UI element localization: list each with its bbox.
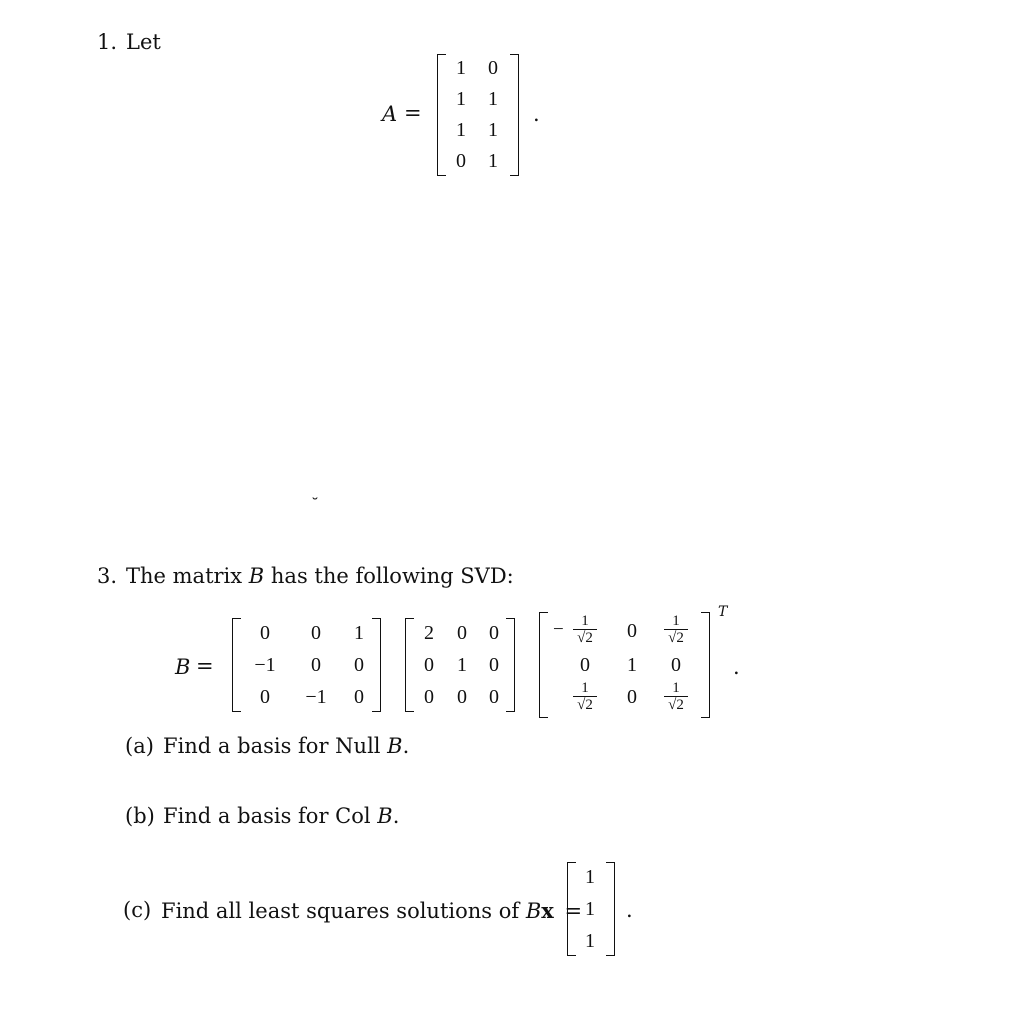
matrix-sigma-cell: 0 (489, 622, 499, 644)
part-a-var: B (387, 734, 403, 758)
part-a-text (163, 734, 409, 758)
problem-3-statement-pre: The matrix (126, 564, 249, 588)
part-a-label: (a) (125, 734, 154, 758)
matrix-v-denominator: √2 (577, 630, 593, 646)
svd-equals: = (196, 654, 214, 678)
matrix-a-cell: 1 (488, 150, 498, 172)
matrix-v-fraction (567, 680, 603, 714)
part-a-text-body: Find a basis for Null (163, 734, 388, 758)
matrix-v-denominator: √2 (577, 697, 593, 713)
matrix-sigma-cell: 0 (424, 686, 434, 708)
part-b-var: B (377, 804, 393, 828)
stray-mark: ˘ (311, 495, 319, 514)
rhs-cell: 1 (585, 898, 595, 920)
rhs-cell: 1 (585, 930, 595, 952)
matrix-a-period: . (533, 102, 540, 126)
matrix-a-cell: 1 (488, 88, 498, 110)
matrix-v-cell: 0 (627, 686, 637, 708)
part-c-end: . (626, 898, 633, 922)
matrix-u-cell: 0 (354, 654, 364, 676)
matrix-u-cell: 0 (260, 622, 270, 644)
matrix-u-left-bracket (232, 618, 241, 712)
part-c-var: B (525, 899, 542, 923)
matrix-sigma-cell: 2 (424, 622, 434, 644)
matrix-a-cell: 1 (456, 57, 466, 79)
matrix-a-cell: 1 (456, 119, 466, 141)
part-c-label: (c) (123, 898, 152, 922)
part-b-text-body: Find a basis for Col (163, 804, 378, 828)
matrix-v-denominator: √2 (668, 630, 684, 646)
svd-period: . (733, 655, 740, 679)
problem-1-lead: Let (126, 30, 161, 54)
part-b-label: (b) (125, 804, 155, 828)
rhs-right-bracket (606, 862, 615, 956)
matrix-v-cell: 0 (580, 654, 590, 676)
matrix-a-cell: 1 (488, 119, 498, 141)
matrix-v-denominator: √2 (668, 697, 684, 713)
matrix-sigma-left-bracket (405, 618, 414, 712)
matrix-v-cell: 0 (627, 620, 637, 642)
problem-3-number: 3. (97, 564, 118, 588)
problem-3-statement-var: B (248, 564, 265, 588)
matrix-v-fraction (553, 613, 603, 647)
matrix-a-cell: 1 (456, 88, 466, 110)
matrix-a-left-bracket (437, 54, 446, 176)
matrix-sigma-cell: 0 (424, 654, 434, 676)
part-a-end: . (402, 734, 410, 758)
problem-1-number: 1. (97, 30, 118, 54)
transpose-superscript: T (718, 604, 728, 620)
problem-3-statement (126, 564, 514, 588)
matrix-sigma-cell: 0 (489, 654, 499, 676)
matrix-v-minus: − (553, 619, 564, 640)
matrix-v-fraction (658, 613, 694, 647)
part-c-vector: x (541, 898, 554, 923)
matrix-v-right-bracket (701, 612, 710, 718)
matrix-v-cell: 0 (671, 654, 681, 676)
part-b-text (163, 804, 399, 828)
matrix-u-cell: −1 (305, 686, 327, 708)
matrix-a-equals: = (404, 101, 422, 125)
problem-3-statement-post: has the following SVD: (264, 564, 514, 588)
matrix-a-cell: 0 (456, 150, 466, 172)
matrix-a-right-bracket (510, 54, 519, 176)
matrix-sigma-cell: 1 (457, 654, 467, 676)
rhs-cell: 1 (585, 866, 595, 888)
part-c-equals: = (564, 899, 583, 923)
matrix-v-fraction (658, 680, 694, 714)
part-b-end: . (392, 804, 400, 828)
matrix-a-label: A (382, 102, 398, 126)
matrix-v-numerator: 1 (664, 680, 688, 697)
matrix-u-cell: 0 (311, 654, 321, 676)
matrix-sigma-cell: 0 (489, 686, 499, 708)
svd-lhs: B (175, 655, 191, 679)
matrix-u-cell: 1 (354, 622, 364, 644)
matrix-v-numerator: 1 (573, 680, 597, 697)
matrix-sigma-cell: 0 (457, 622, 467, 644)
matrix-v-numerator: 1 (664, 613, 688, 630)
matrix-u-cell: −1 (254, 654, 276, 676)
matrix-u-cell: 0 (260, 686, 270, 708)
matrix-v-numerator: 1 (573, 613, 597, 630)
part-c-text-body: Find all least squares solutions of (161, 899, 526, 923)
matrix-u-cell: 0 (354, 686, 364, 708)
matrix-sigma-cell: 0 (457, 686, 467, 708)
matrix-u-cell: 0 (311, 622, 321, 644)
matrix-v-cell: 1 (627, 654, 637, 676)
part-c-text (161, 898, 582, 923)
matrix-a-cell: 0 (488, 57, 498, 79)
matrix-v-left-bracket (539, 612, 548, 718)
